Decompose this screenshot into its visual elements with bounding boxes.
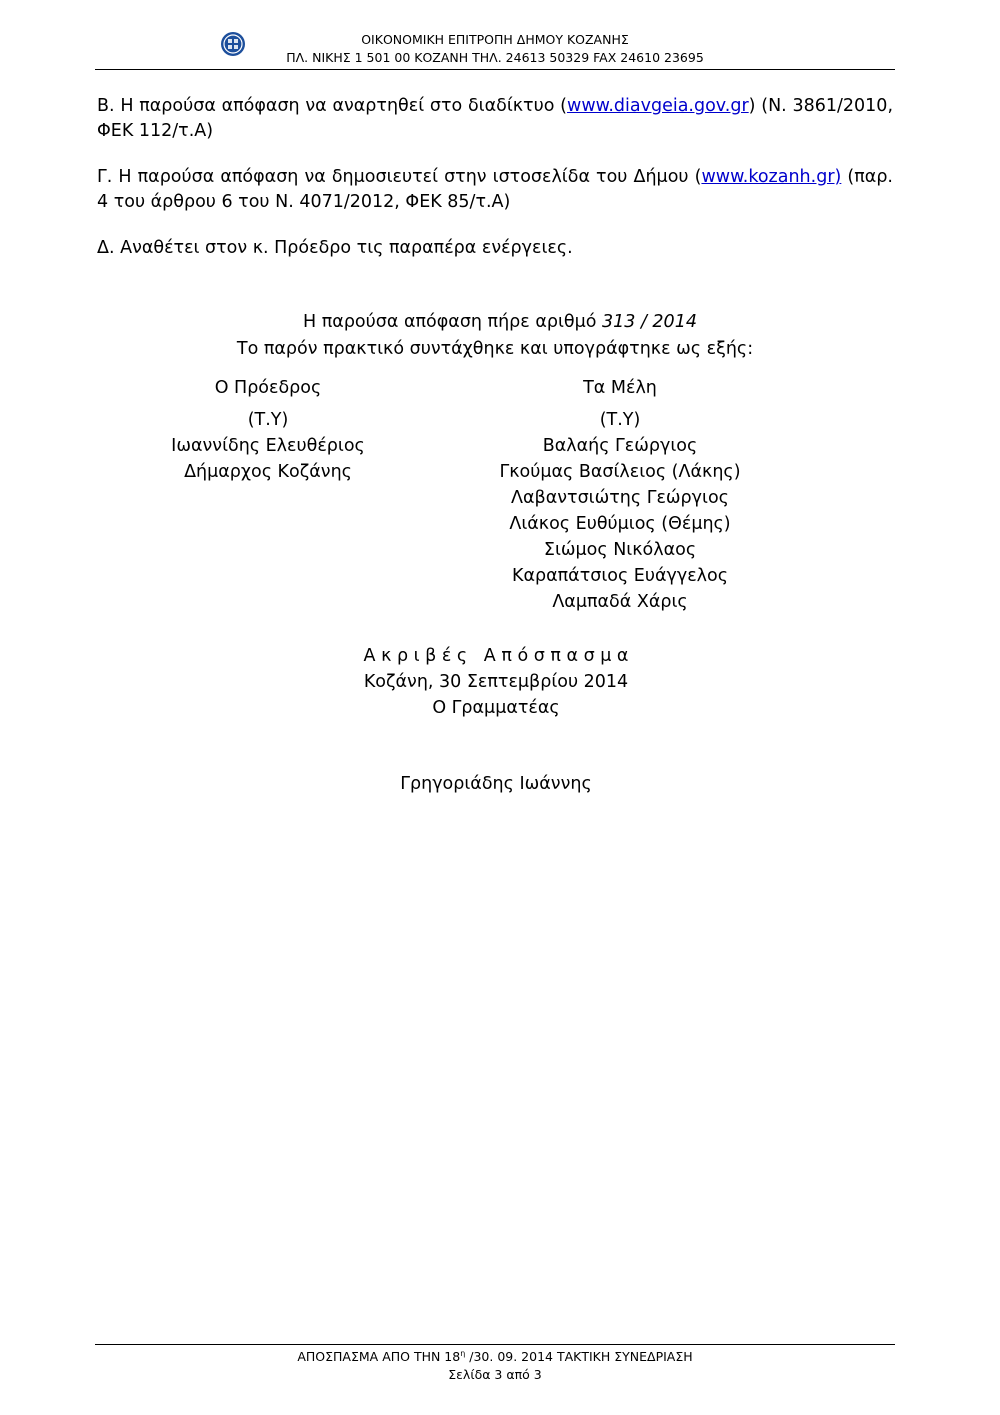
diavgeia-link[interactable]: www.diavgeia.gov.gr: [567, 96, 749, 116]
member-name: Λαμπαδά Χάρις: [552, 592, 688, 612]
president-ty: (Τ.Υ): [247, 410, 289, 430]
secretary-title: Ο Γραμματέας: [432, 698, 560, 718]
kozanh-link-text: www.kozanh.gr: [701, 167, 835, 187]
member-name: Λιάκος Ευθύμιος (Θέμης): [509, 514, 731, 534]
president-title: Ο Πρόεδρος: [214, 378, 322, 398]
members-title: Τα Μέλη: [583, 378, 657, 398]
paragraph-b-text: Β. Η παρούσα απόφαση να αναρτηθεί στο διαδίκτυο (: [97, 96, 568, 116]
member-name: Λαβαντσιώτης Γεώργιος: [511, 488, 729, 508]
footer-session-sup: η: [460, 1349, 466, 1358]
kozanh-link[interactable]: [701, 167, 841, 187]
footer-session-prefix: ΑΠΟΣΠΑΣΜΑ ΑΠΟ ΤΗΝ 18: [297, 1349, 461, 1365]
extract-place-date: Κοζάνη, 30 Σεπτεμβρίου 2014: [363, 672, 629, 692]
header-contact: ΠΛ. ΝΙΚΗΣ 1 501 00 ΚΟΖΑΝΗ ΤΗΛ. 24613 50329 FAX 24610 23695: [286, 50, 704, 65]
footer-session-suffix: /30. 09. 2014 ΤΑΚΤΙΚΗ ΣΥΝΕΔΡΙΑΣΗ: [465, 1349, 693, 1365]
member-name: Καραπάτσιος Ευάγγελος: [511, 566, 729, 586]
president-role: Δήμαρχος Κοζάνης: [184, 462, 352, 482]
kozanh-link-tail: ): [834, 167, 842, 187]
paragraph-d: Δ. Αναθέτει στον κ. Πρόεδρο τις παραπέρα ενέργειες.: [97, 238, 573, 258]
footer-page-number: Σελίδα 3 από 3: [448, 1367, 542, 1382]
member-name: Σιώμος Νικόλαος: [543, 540, 697, 560]
member-name: Γκούμας Βασίλειος (Λάκης): [499, 462, 741, 482]
paragraph-b-suffix: ) (Ν. 3861/2010, ΦΕΚ 112/τ.Α): [97, 96, 894, 141]
extract-title: Α κ ρ ι β έ ς Α π ό σ π α σ μ α: [363, 646, 629, 666]
members-ty: (Τ.Υ): [599, 410, 641, 430]
header-divider: [95, 69, 895, 70]
footer-session: [145, 1349, 845, 1364]
paragraph-g-text: Γ. Η παρούσα απόφαση να δημοσιευτεί στην ιστοσελίδα του Δήμου (: [97, 167, 702, 187]
decision-number: 313 / 2014: [602, 312, 697, 332]
header-title: ΟΙΚΟΝΟΜΙΚΗ ΕΠΙΤΡΟΠΗ ΔΗΜΟΥ ΚΟΖΑΝΗΣ: [361, 32, 629, 47]
president-name: Ιωαννίδης Ελευθέριος: [171, 436, 365, 456]
signed-line: Το παρόν πρακτικό συντάχθηκε και υπογράφτηκε ως εξής:: [236, 339, 754, 359]
decision-text: Η παρούσα απόφαση πήρε αριθμό: [303, 312, 602, 332]
member-name: Βαλαής Γεώργιος: [542, 436, 698, 456]
secretary-name: Γρηγοριάδης Ιωάννης: [400, 774, 592, 794]
paragraph-g: [97, 165, 893, 215]
paragraph-g-suffix: (παρ. 4 του άρθρου 6 του Ν. 4071/2012, ΦΕΚ 85/τ.Α): [97, 167, 893, 212]
paragraph-b: [97, 94, 893, 144]
footer-divider: [95, 1344, 895, 1345]
decision-number-line: [150, 312, 850, 332]
